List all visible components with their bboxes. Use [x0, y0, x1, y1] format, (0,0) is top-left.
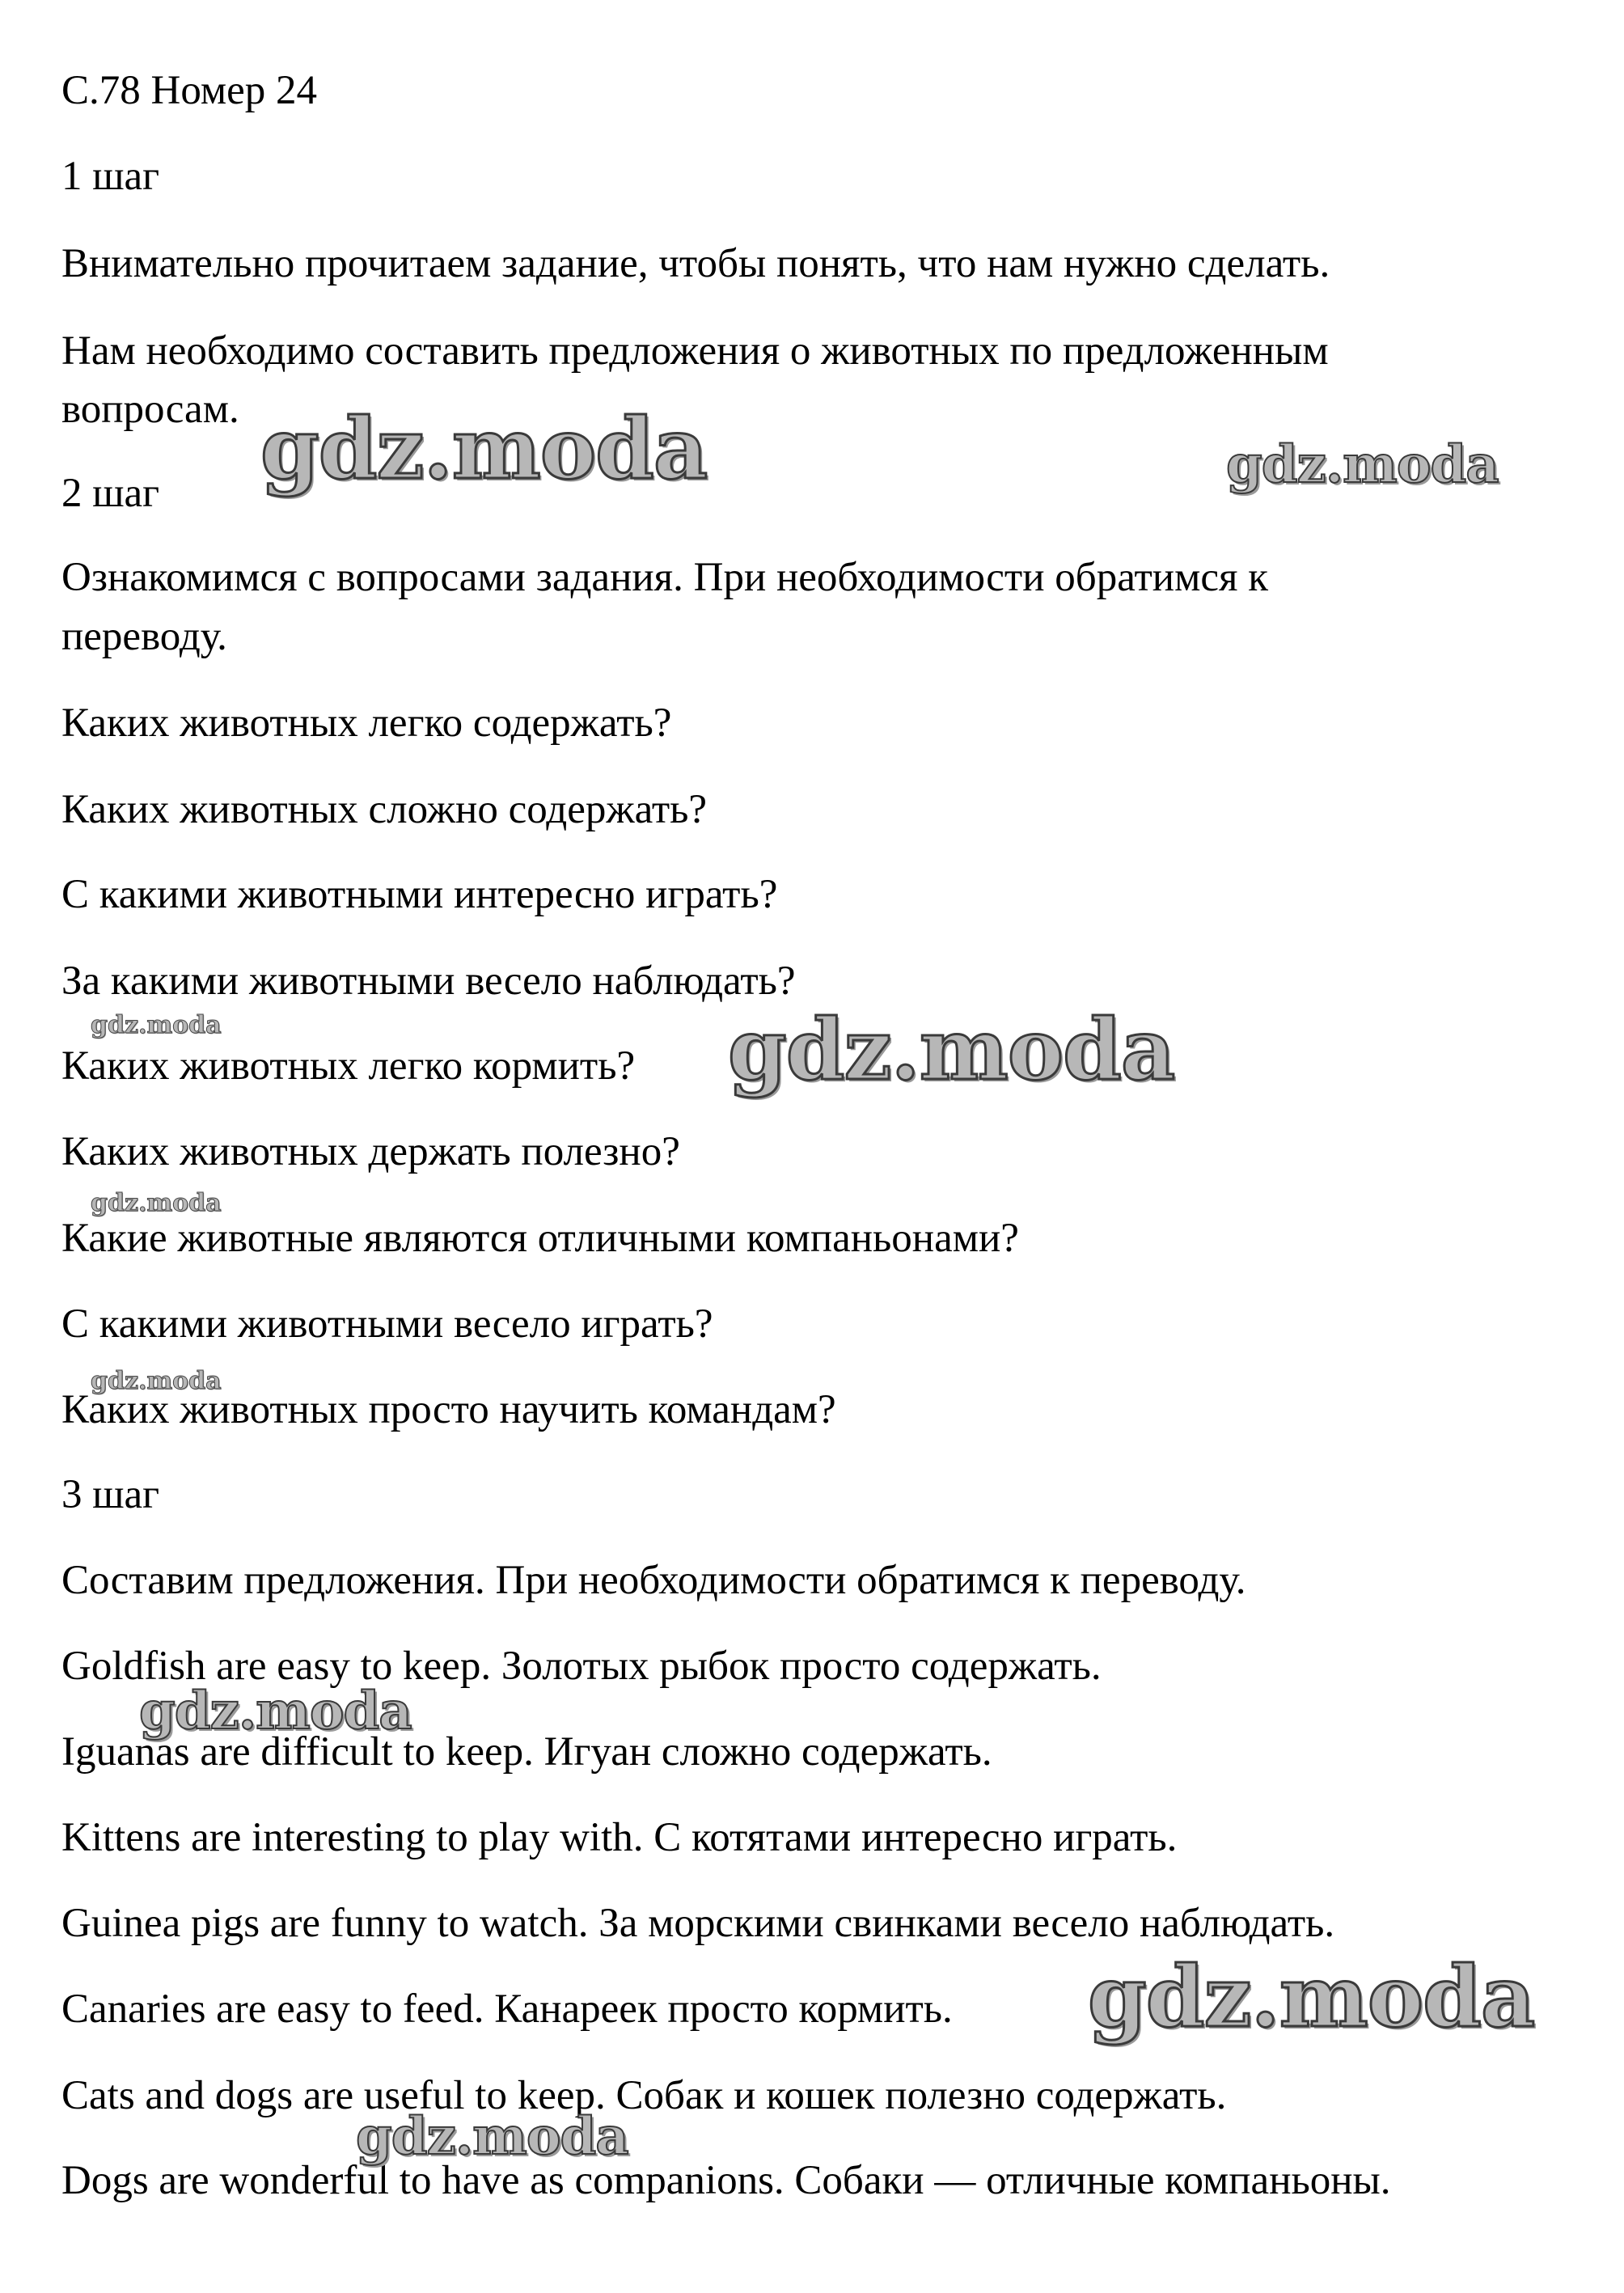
question-item: С какими животными весело играть? — [61, 1301, 713, 1347]
watermark-logo: gdz.moda — [1226, 434, 1499, 495]
step-1-paragraph-2-line-1: Нам необходимо составить предложения о животных по предложенным — [61, 328, 1329, 374]
question-item: С какими животными интересно играть? — [61, 872, 778, 917]
step-2-intro-line-1: Ознакомимся с вопросами задания. При необходимости обратимся к — [61, 555, 1268, 600]
watermark-logo: gdz.moda — [91, 1367, 222, 1395]
answer-sentence: Kittens are interesting to play with. С котятами интересно играть. — [61, 1815, 1178, 1860]
question-item: Каких животных легко содержать? — [61, 700, 672, 746]
answer-sentence: Canaries are easy to feed. Канареек просто кормить. — [61, 1986, 953, 2032]
step-3-heading: 3 шаг — [61, 1472, 160, 1517]
step-1-heading: 1 шаг — [61, 154, 160, 199]
watermark-logo: gdz.moda — [1088, 1947, 1535, 2046]
question-item: Каких животных просто научить командам? — [61, 1387, 836, 1432]
watermark-logo: gdz.moda — [139, 1681, 412, 1741]
step-3-intro: Составим предложения. При необходимости обратимся к переводу. — [61, 1558, 1246, 1603]
question-item: За какими животными весело наблюдать? — [61, 958, 796, 1004]
answer-sentence: Dogs are wonderful to have as companions. Собаки — отличные компаньоны. — [61, 2158, 1391, 2203]
watermark-logo: gdz.moda — [260, 399, 708, 498]
question-item: Каких животных сложно содержать? — [61, 787, 708, 832]
answer-sentence: Guinea pigs are funny to watch. За морскими свинками весело наблюдать. — [61, 1901, 1335, 1946]
watermark-logo: gdz.moda — [356, 2106, 628, 2167]
answer-sentence: Iguanas are difficult to keep. Игуан сложно содержать. — [61, 1729, 992, 1775]
watermark-logo: gdz.moda — [91, 1011, 222, 1039]
answer-sentence: Cats and dogs are useful to keep. Собак и кошек полезно содержать. — [61, 2073, 1227, 2118]
watermark-logo: gdz.moda — [728, 1000, 1175, 1099]
step-2-heading: 2 шаг — [61, 471, 160, 516]
question-item: Каких животных держать полезно? — [61, 1129, 680, 1174]
answer-sentence: Goldfish are easy to keep. Золотых рыбок просто содержать. — [61, 1644, 1102, 1689]
step-2-intro-line-2: переводу. — [61, 614, 227, 659]
step-1-paragraph-1: Внимательно прочитаем задание, чтобы понять, что нам нужно сделать. — [61, 241, 1330, 286]
watermark-logo: gdz.moda — [91, 1189, 222, 1217]
page-title: С.78 Номер 24 — [61, 68, 318, 113]
question-item: Какие животные являются отличными компаньонами? — [61, 1216, 1019, 1261]
step-1-paragraph-2-line-2: вопросам. — [61, 387, 239, 432]
question-item: Каких животных легко кормить? — [61, 1043, 636, 1089]
